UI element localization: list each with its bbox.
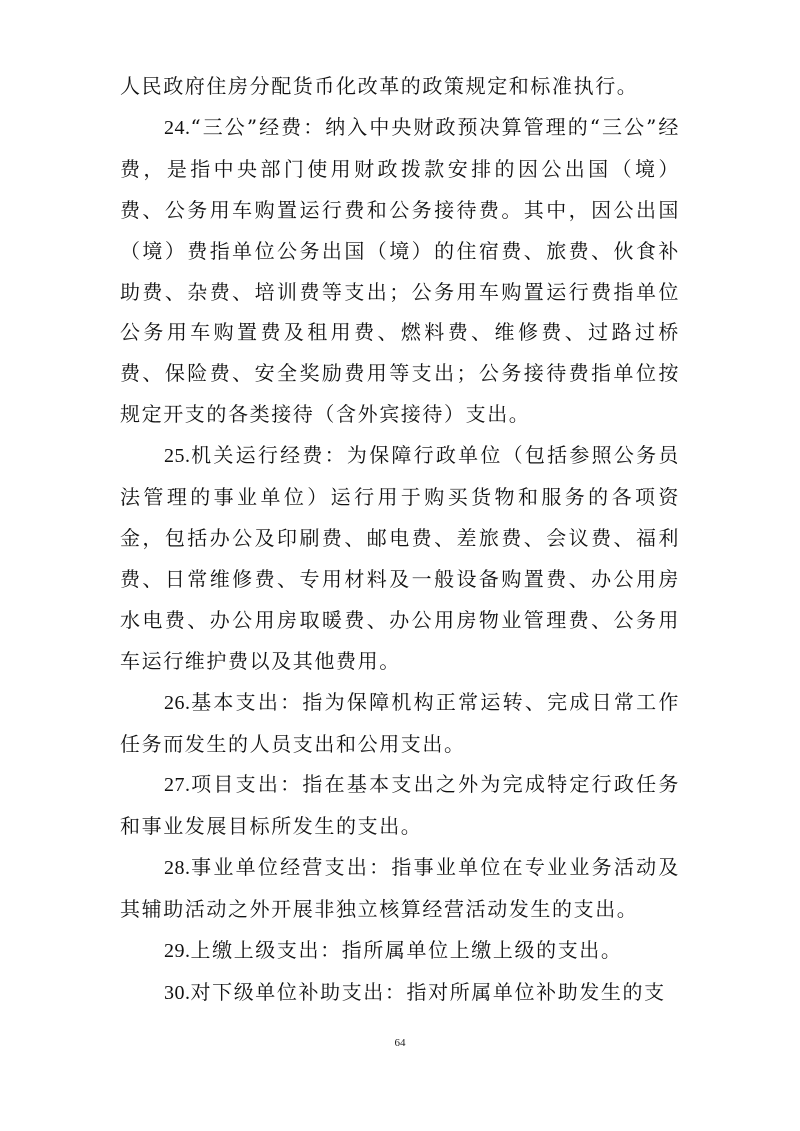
- item-number: 24.: [164, 116, 191, 139]
- paragraph-29: [120, 930, 680, 972]
- paragraph-27: [120, 764, 680, 847]
- paragraph-text: 基本支出：指为保障机构正常运转、完成日常工作任务而发生的人员支出和公用支出。: [120, 689, 680, 756]
- paragraph-text: 对下级单位补助支出：指对所属单位补助发生的支: [190, 979, 666, 1004]
- paragraph-text: 项目支出：指在基本支出之外为完成特定行政任务和事业发展目标所发生的支出。: [120, 772, 680, 839]
- paragraph-24: [120, 107, 680, 435]
- item-number: 26.: [164, 691, 191, 714]
- paragraph-text: 上缴上级支出：指所属单位上缴上级的支出。: [190, 938, 623, 963]
- page-number: 64: [394, 1037, 406, 1049]
- item-number: 29.: [164, 940, 191, 963]
- paragraph-28: [120, 847, 680, 930]
- paragraph-30: [120, 972, 680, 1014]
- paragraph-25: [120, 435, 680, 681]
- paragraph-text: 机关运行经费：为保障行政单位（包括参照公务员法管理的事业单位）运行用于购买货物和服务的各项资金，包括办公及印刷费、邮电费、差旅费、会议费、福利费、日常维修费、专用材料及一般设备购置费、办公用房水电费、办公用房取暖费、办公用房物业管理费、公务用车运行维护费以及其他费用。: [120, 443, 680, 673]
- paragraph-text: 人民政府住房分配货币化改革的政策规定和标准执行。: [120, 74, 639, 98]
- item-number: 28.: [164, 857, 191, 880]
- item-number: 25.: [164, 445, 191, 468]
- item-number: 27.: [164, 774, 191, 797]
- item-number: 30.: [164, 981, 191, 1004]
- paragraph-text: “三公”经费：纳入中央财政预决算管理的“三公”经费，是指中央部门使用财政拨款安排的因公出国（境）费、公务用车购置运行费和公务接待费。其中，因公出国（境）费指单位公务出国（境）的住宿费、旅费、伙食补助费、杂费、培训费等支出；公务用车购置运行费指单位公务用车购置费及租用费、燃料费、维修费、过路过桥费、保险费、安全奖励费用等支出；公务接待费指单位按规定开支的各类接待（含外宾接待）支出。: [120, 114, 680, 427]
- paragraph-text: 事业单位经营支出：指事业单位在专业业务活动及其辅助活动之外开展非独立核算经营活动发生的支出。: [120, 855, 680, 922]
- paragraph-26: [120, 682, 680, 765]
- body-text: [120, 66, 680, 1014]
- paragraph-continuation: [120, 66, 680, 107]
